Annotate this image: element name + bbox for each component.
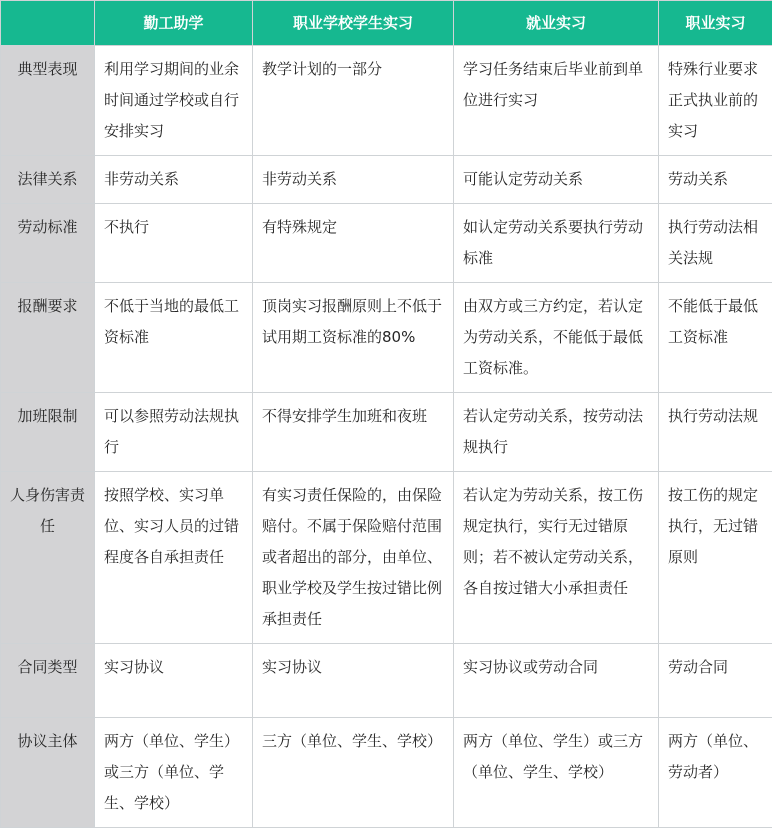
table-cell: 学习任务结束后毕业前到单位进行实习	[454, 46, 659, 156]
table-cell: 顶岗实习报酬原则上不低于试用期工资标准的80%	[253, 283, 454, 393]
table-cell: 由双方或三方约定，若认定为劳动关系，不能低于最低工资标准。	[454, 283, 659, 393]
table-cell: 非劳动关系	[95, 156, 253, 204]
table-row	[1, 472, 772, 644]
table-cell: 可以参照劳动法规执行	[95, 393, 253, 472]
table-row	[1, 393, 772, 472]
row-label: 法律关系	[1, 156, 95, 204]
table-cell: 利用学习期间的业余时间通过学校或自行安排实习	[95, 46, 253, 156]
table-cell: 不能低于最低工资标准	[659, 283, 772, 393]
table-row	[1, 46, 772, 156]
table-cell: 实习协议	[253, 644, 454, 718]
table-cell: 可能认定劳动关系	[454, 156, 659, 204]
table-cell: 不得安排学生加班和夜班	[253, 393, 454, 472]
row-label: 协议主体	[1, 718, 95, 828]
table-cell: 按工伤的规定执行，无过错原则	[659, 472, 772, 644]
table-cell: 执行劳动法规	[659, 393, 772, 472]
table-cell: 两方（单位、学生）或三方（单位、学生、学校）	[454, 718, 659, 828]
table-row	[1, 156, 772, 204]
table-cell: 非劳动关系	[253, 156, 454, 204]
column-header: 职业实习	[659, 1, 772, 46]
table-cell: 不低于当地的最低工资标准	[95, 283, 253, 393]
row-label: 合同类型	[1, 644, 95, 718]
table-row	[1, 204, 772, 283]
table-row	[1, 283, 772, 393]
column-header: 职业学校学生实习	[253, 1, 454, 46]
table-cell: 两方（单位、学生）或三方（单位、学生、学校）	[95, 718, 253, 828]
table-cell: 劳动关系	[659, 156, 772, 204]
table-cell: 不执行	[95, 204, 253, 283]
table-cell: 三方（单位、学生、学校）	[253, 718, 454, 828]
header-row	[1, 1, 772, 46]
table-cell: 两方（单位、劳动者）	[659, 718, 772, 828]
table-cell: 执行劳动法相关法规	[659, 204, 772, 283]
table-cell: 劳动合同	[659, 644, 772, 718]
table-cell: 教学计划的一部分	[253, 46, 454, 156]
table-cell: 有特殊规定	[253, 204, 454, 283]
table-row	[1, 718, 772, 828]
table-row	[1, 644, 772, 718]
row-label: 劳动标准	[1, 204, 95, 283]
table-cell: 按照学校、实习单位、实习人员的过错程度各自承担责任	[95, 472, 253, 644]
table-cell: 实习协议或劳动合同	[454, 644, 659, 718]
column-header: 就业实习	[454, 1, 659, 46]
row-label: 典型表现	[1, 46, 95, 156]
table-cell: 若认定劳动关系，按劳动法规执行	[454, 393, 659, 472]
header-corner	[1, 1, 95, 46]
column-header: 勤工助学	[95, 1, 253, 46]
row-label: 加班限制	[1, 393, 95, 472]
table-cell: 特殊行业要求正式执业前的实习	[659, 46, 772, 156]
table-cell: 实习协议	[95, 644, 253, 718]
table-cell: 若认定为劳动关系，按工伤规定执行，实行无过错原则；若不被认定劳动关系，各自按过错大小承担责任	[454, 472, 659, 644]
row-label: 报酬要求	[1, 283, 95, 393]
table-cell: 有实习责任保险的，由保险赔付。不属于保险赔付范围或者超出的部分，由单位、职业学校及学生按过错比例承担责任	[253, 472, 454, 644]
row-label: 人身伤害责任	[1, 472, 95, 644]
table-cell: 如认定劳动关系要执行劳动标准	[454, 204, 659, 283]
